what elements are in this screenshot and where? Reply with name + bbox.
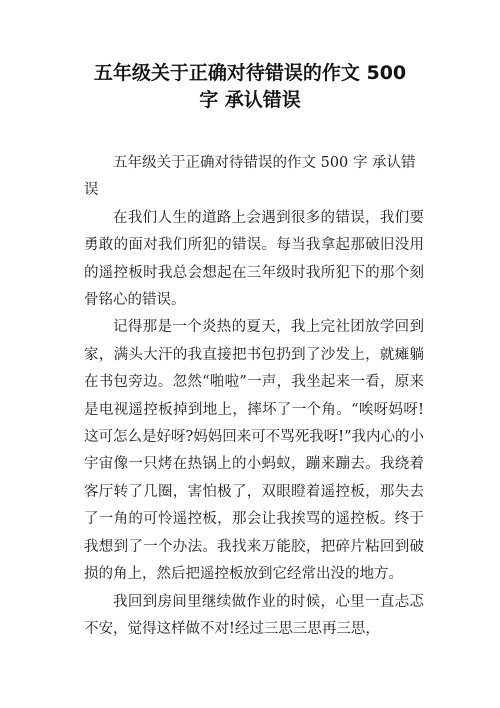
document-title — [60, 60, 440, 114]
title-line-2: 字 承认错误 — [199, 89, 301, 111]
paragraph-reflection: 我回到房间里继续做作业的时候，心里一直忐忑不安，觉得这样做不对!经过三思三思再三思， — [84, 593, 424, 637]
paragraph-story: 记得那是一个炎热的夏天，我上完社团放学回到家，满头大汗的我直接把书包扔到了沙发上，就瘫躺在书包旁边。忽然“啪啦”一声，我坐起来一看，原来是电视遥控板掉到地上，摔坏了一个角。“唉呀妈呀!这可怎么是好呀?妈妈回来可不骂死我呀!”我内心的小宇宙像一只烤在热锅上的小蚂蚁，蹦来蹦去。我绕着客厅转了几圈，害怕极了，双眼瞪着遥控板，那失去了一角的可怜遥控板，那会让我挨骂的遥控板。终于我想到了一个办法。我找来万能胶，把碎片粘回到破损的角上，然后把遥控板放到它经常出没的地方。 — [84, 319, 425, 583]
paragraph-intro: 在我们人生的道路上会遇到很多的错误，我们要勇敢的面对我们所犯的错误。每当我拿起那破旧没用的遥控板时我总会想起在三年级时我所犯下的那个刻骨铭心的错误。 — [84, 209, 424, 309]
paragraph-heading: 五年级关于正确对待错误的作文 500 字 承认错误 — [84, 155, 416, 199]
title-line-1: 五年级关于正确对待错误的作文 500 — [93, 62, 407, 84]
document-body — [84, 150, 424, 643]
